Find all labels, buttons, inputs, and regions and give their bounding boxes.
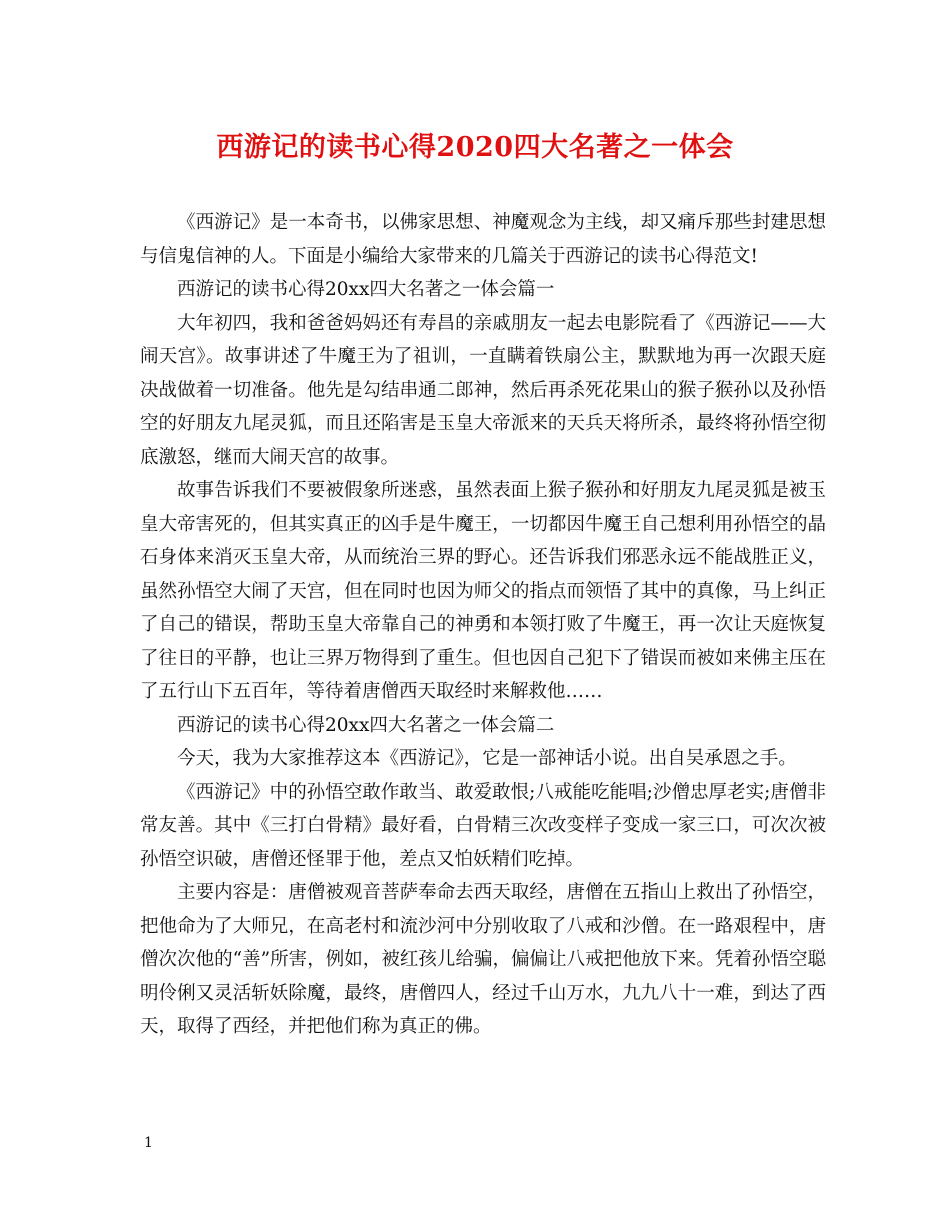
paragraph-intro: 《西游记》是一本奇书，以佛家思想、神魔观念为主线，却又痛斥那些封建思想与信鬼信神的人。下面是小编给大家带来的几篇关于西游记的读书心得范文! [140,212,826,267]
paragraph: 《西游记》中的孙悟空敢作敢当、敢爱敢恨;八戒能吃能唱;沙僧忠厚老实;唐僧非常友善。其中《三打白骨精》最好看，白骨精三次改变样子变成一家三口，可次次被孙悟空识破，唐僧还怪罪于他，差点又怕妖精们吃掉。 [140,781,826,870]
paragraph: 主要内容是：唐僧被观音菩萨奉命去西天取经，唐僧在五指山上救出了孙悟空，把他命为了大师兄，在高老村和流沙河中分别收取了八戒和沙僧。在一路艰程中，唐僧次次他的“善”所害，例如，被红孩儿给骗，偏偏让八戒把他放下来。凭着孙悟空聪明伶俐又灵活斩妖除魔，最终，唐僧四人，经过千山万水，九九八十一难，到达了西天，取得了西经，并把他们称为真正的佛。 [140,882,826,1037]
article-body [140,206,826,1044]
page-number: 1 [144,1135,153,1151]
paragraph: 今天，我为大家推荐这本《西游记》，它是一部神话小说。出自吴承恩之手。 [177,748,797,769]
section-heading-part-two: 西游记的读书心得20xx四大名著之一体会篇二 [177,714,555,736]
paragraph: 大年初四，我和爸爸妈妈还有寿昌的亲戚朋友一起去电影院看了《西游记——大闹天宫》。故事讲述了牛魔王为了祖训，一直瞒着铁扇公主，默默地为再一次跟天庭决战做着一切准备。他先是勾结串通二郎神，然后再杀死花果山的猴子猴孙以及孙悟空的好朋友九尾灵狐，而且还陷害是玉皇大帝派来的天兵天将所杀，最终将孙悟空彻底激怒，继而大闹天宫的故事。 [140,312,826,468]
section-heading-part-one: 西游记的读书心得20xx四大名著之一体会篇一 [177,279,555,300]
page-title: 西游记的读书心得2020四大名著之一体会 [216,132,734,163]
paragraph: 故事告诉我们不要被假象所迷惑，虽然表面上猴子猴孙和好朋友九尾灵狐是被玉皇大帝害死的，但其实真正的凶手是牛魔王，一切都因牛魔王自己想利用孙悟空的晶石身体来消灭玉皇大帝，从而统治三界的野心。还告诉我们邪恶永远不能战胜正义，虽然孙悟空大闹了天宫，但在同时也因为师父的指点而领悟了其中的真像，马上纠正了自己的错误，帮助玉皇大帝靠自己的神勇和本领打败了牛魔王，再一次让天庭恢复了往日的平静，也让三界万物得到了重生。但也因自己犯下了错误而被如来佛主压在了五行山下五百年，等待着唐僧西天取经时来解救他…… [140,480,826,702]
